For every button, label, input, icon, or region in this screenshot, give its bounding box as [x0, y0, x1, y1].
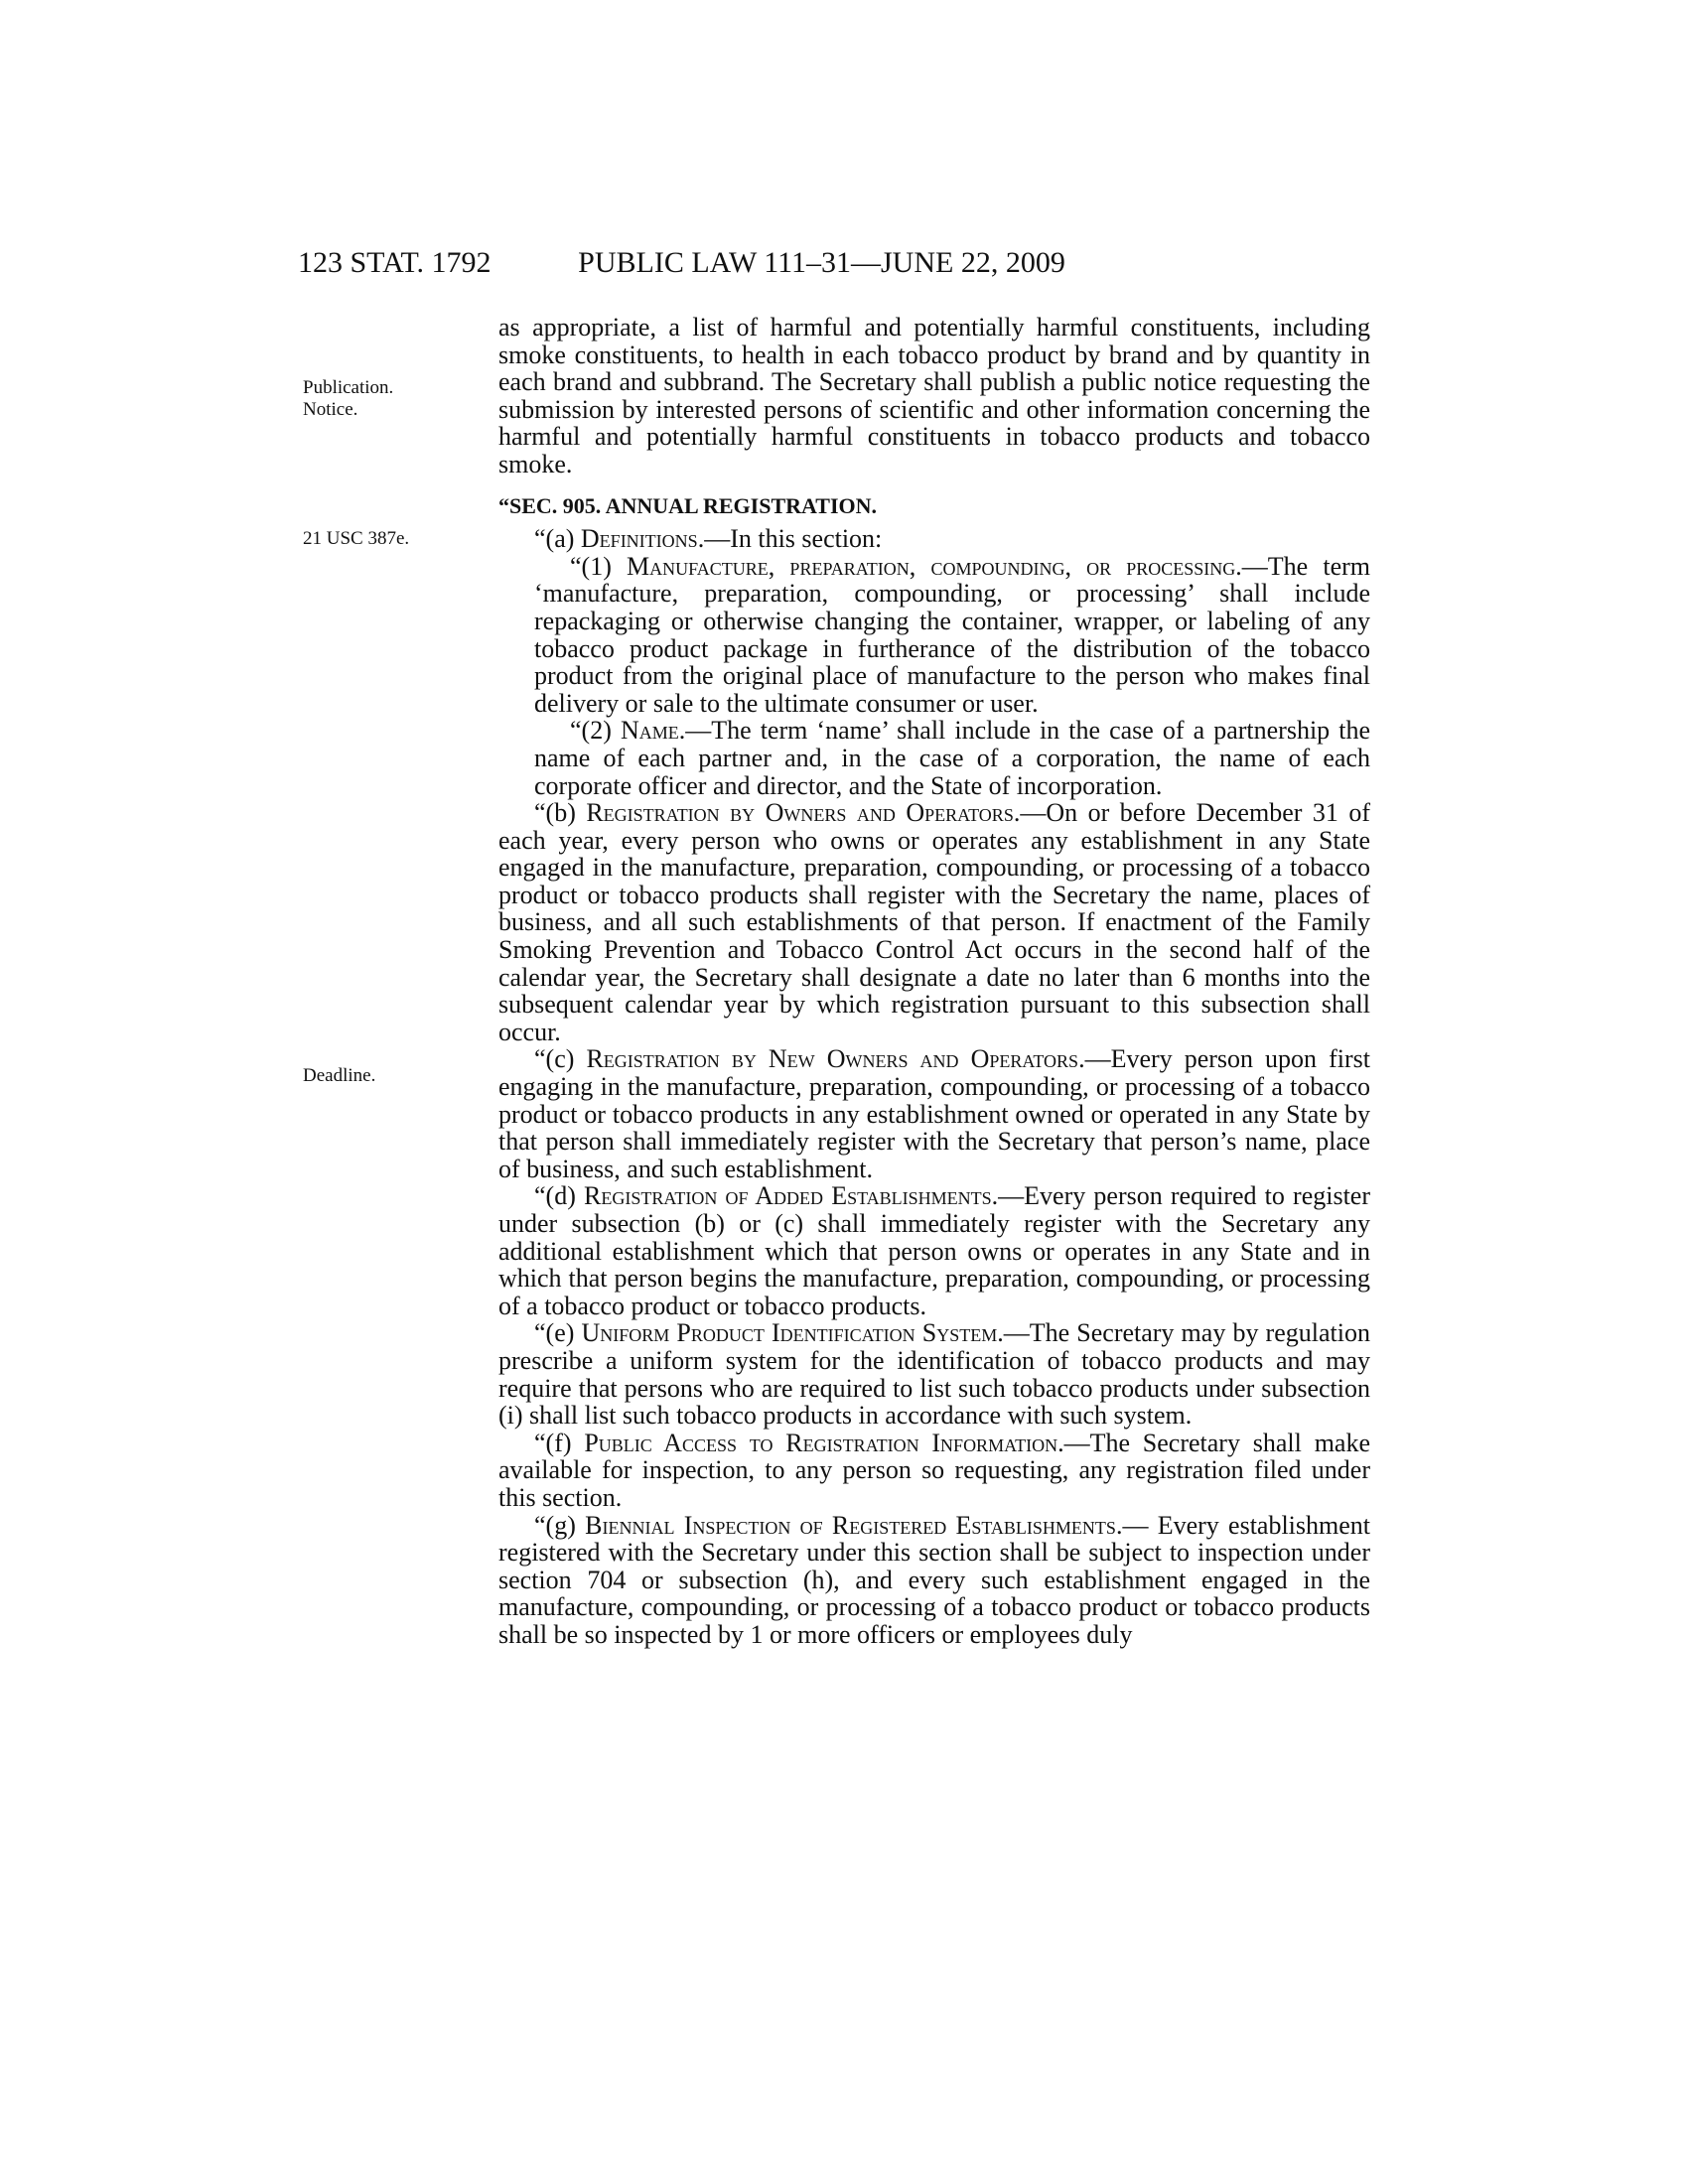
paragraph-a1-heading: Manufacture, preparation, compounding, or processing [627, 551, 1236, 581]
subsection-g-heading: Biennial Inspection of Registered Establishments [585, 1510, 1116, 1540]
subsection-e-lead: “(e) [534, 1318, 582, 1348]
paragraph-a2 [498, 717, 1370, 799]
paragraph-a1 [498, 553, 1370, 718]
margin-note-publication [303, 377, 393, 421]
subsection-d-lead: “(d) [534, 1181, 585, 1211]
subsection-b-text: .—On or before December 31 of each year, every person who owns or operates any establishment in any State engaged in the manufacture, preparation, compounding, or processing of a tobacco product or tobacco products shall register with the Secretary the name, places of business, and all such establishments of that person. If enactment of the Family Smoking Prevention and Tobacco Control Act occurs in the second half of the calendar year, the Secretary shall designate a date no later than 6 months into the subsequent calendar year by which registration pursuant to this subsection shall occur. [498, 798, 1371, 1046]
paragraph-a1-text: .—The term ‘manufacture, preparation, compounding, or processing’ shall include repackaging or otherwise changing the container, wrapper, or labeling of any tobacco product package in furtherance of the distribution of the tobacco product from the original place of manufacture to the person who makes final delivery or sale to the ultimate consumer or user. [534, 551, 1370, 718]
paragraph-a2-lead: “(2) [570, 716, 621, 746]
subsection-f [498, 1430, 1370, 1512]
subsection-c-heading: Registration by New Owners and Operators [586, 1044, 1079, 1074]
intro-paragraph: as appropriate, a list of harmful and potentially harmful constituents, including smoke constituents, to health in each tobacco product by brand and by quantity in each brand and subbrand. The Secretary shall publish a public notice requesting the submission by interested persons of scientific and other information concerning the harmful and potentially harmful constituents in tobacco products and tobacco smoke. [498, 313, 1370, 478]
margin-note-deadline: Deadline. [303, 1065, 376, 1086]
subsection-g [498, 1512, 1370, 1649]
subsection-g-lead: “(g) [534, 1510, 586, 1540]
law-title: PUBLIC LAW 111–31—JUNE 22, 2009 [578, 246, 1065, 279]
running-header [298, 246, 1370, 286]
subsection-f-lead: “(f) [534, 1428, 585, 1457]
subsection-c-text: .—Every person upon first engaging in the manufacture, preparation, compounding, or processing of a tobacco product or tobacco products in any establishment owned or operated in any State by that person shall immediately register with the Secretary that person’s name, place of business, and such establishment. [498, 1044, 1370, 1183]
margin-note-publication-text: Publication. [303, 377, 394, 398]
subsection-b-lead: “(b) [534, 798, 587, 828]
subsection-a-heading: Definitions [580, 524, 698, 554]
subsection-c [498, 1045, 1370, 1182]
margin-note-notice-text: Notice. [303, 399, 358, 420]
subsection-b-heading: Registration by Owners and Operators [586, 798, 1014, 828]
subsection-a-text: .—In this section: [697, 524, 883, 554]
subsection-a-lead: “(a) [534, 524, 581, 554]
statute-body [498, 314, 1370, 1649]
subsection-f-text: .—The Secretary shall make available for inspection, to any person so requesting, any registration filed under this section. [498, 1428, 1370, 1512]
subsection-e-text: .—The Secretary may by regulation prescribe a uniform system for the identification of tobacco products and may require that persons who are required to list such tobacco products under subsection (i) shall list such tobacco products in accordance with such system. [498, 1318, 1370, 1431]
paragraph-a2-text: .—The term ‘name’ shall include in the case of a partnership the name of each partner and, in the case of a corporation, the name of each corporate officer and director, and the State of incorporation. [534, 716, 1371, 800]
subsection-d-text: .—Every person required to register under subsection (b) or (c) shall immediately register with the Secretary any additional establishment which that person owns or operates in any State and in which that person begins the manufacture, preparation, compounding, or processing of a tobacco product or tobacco products. [498, 1181, 1371, 1320]
paragraph-a1-lead: “(1) [570, 551, 627, 581]
stat-citation: 123 STAT. 1792 [298, 246, 492, 279]
subsection-c-lead: “(c) [534, 1044, 587, 1074]
subsection-e [498, 1319, 1370, 1429]
margin-note-usc: 21 USC 387e. [303, 528, 410, 549]
subsection-d-heading: Registration of Added Establishments [584, 1181, 992, 1211]
subsection-g-text: .— Every establishment registered with the Secretary under this section shall be subject to inspection under section 704 or subsection (h), and every such establishment engaged in the manufacture, compounding, or processing of a tobacco product or tobacco products shall be so inspected by 1 or more officers or employees duly [498, 1510, 1371, 1649]
subsection-e-heading: Uniform Product Identification System [581, 1318, 998, 1348]
subsection-b [498, 799, 1370, 1045]
subsection-a [498, 525, 1370, 553]
subsection-f-heading: Public Access to Registration Information [584, 1428, 1058, 1457]
section-heading: “SEC. 905. ANNUAL REGISTRATION. [498, 492, 878, 518]
subsection-d [498, 1182, 1370, 1319]
paragraph-a2-heading: Name [620, 716, 679, 746]
